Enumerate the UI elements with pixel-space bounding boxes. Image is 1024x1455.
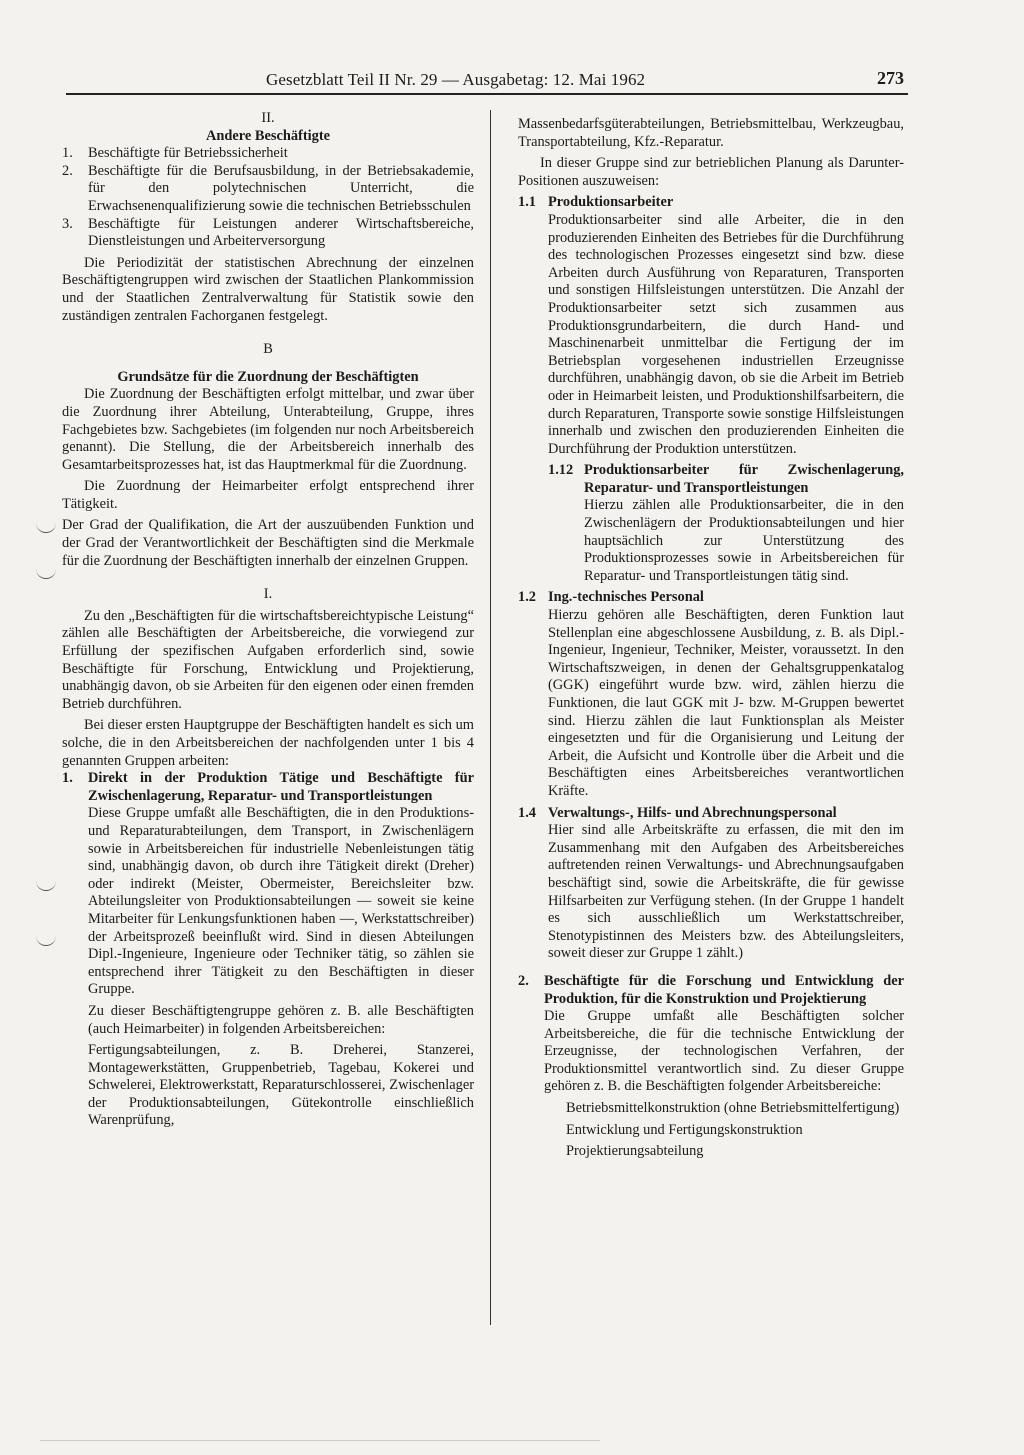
subsection bbox=[518, 589, 904, 800]
section-heading: Grundsätze für die Zuordnung der Beschäftigten bbox=[117, 368, 419, 385]
paragraph: Zu den „Beschäftigten für die wirtschaftsbereichtypische Leistung“ zählen alle Beschäftigten der Arbeitsbereiche, die vorwiegend zur Erfüllung der spezifischen Aufgaben erforderlich sind, sowie Beschäftigte für Forschung, Entwicklung und Projektierung, unabhängig davon, ob sie Arbeiten für den eigenen oder einen fremden Betrieb durchführen. bbox=[62, 607, 474, 712]
paragraph: Die Gruppe umfaßt alle Beschäftigten solcher Arbeitsbereiche, die für die technische Entwicklung der Erzeugnisse, der technologischen Verfahren, der Produktionsmittel verantwortlich sind. Zu dieser Gruppe gehören z. B. die Beschäftigten folgender Arbeitsbereiche: bbox=[544, 1008, 904, 1095]
list-item bbox=[62, 216, 474, 251]
paragraph: Die Zuordnung der Beschäftigten erfolgt mittelbar, und zwar über die Zuordnung ihrer Abteilung, Unterabteilung, Gruppe, ihres Fachgebietes bzw. Sachgebietes (im folgenden nur noch Arbeitsbereich genannt). Die Stellung, die der Arbeitsbereich innerhalb des Gesamtarbeitsprozesses hat, ist das Hauptmerkmal für die Zuordnung. bbox=[62, 386, 474, 473]
list-item bbox=[62, 145, 474, 163]
paragraph: Fertigungsabteilungen, z. B. Dreherei, Stanzerei, Montagewerkstätten, Gruppenbetrieb, Tagebau, Kokerei und Schwelerei, Elektrowerkstatt, Reparaturschlosserei, Zwischenlager der Produktionsabteilungen, Gütekontrolle einschließlich Warenprüfung, bbox=[88, 1042, 474, 1129]
subsection-heading: Produktionsarbeiter für Zwischenlagerung, Reparatur- und Transportleistungen bbox=[584, 462, 904, 496]
section-heading: Andere Beschäftigte bbox=[205, 127, 331, 144]
margin-mark bbox=[36, 568, 56, 579]
paragraph: Hier sind alle Arbeitskräfte zu erfassen, die mit den im Zusammenhang mit den Aufgaben des Arbeitsbereiches auftretenden reinen Verwaltungs- und Abrechnungsaufgaben beschäftigt sind, sowie die Arbeitskräfte, die für gewisse Hilfsarbeiten zur Verfügung stehen. (In der Gruppe 1 handelt es sich ausschließlich um Werkstattschreiber, Stenotypistinnen des Meisters bzw. des Abteilungsleiters, soweit dieser zur Gruppe 1 zählt.) bbox=[548, 822, 904, 962]
subsection-number: 1.4 bbox=[518, 804, 536, 821]
item-number: 1. bbox=[62, 145, 73, 162]
paragraph: Der Grad der Qualifikation, die Art der auszuübenden Funktion und der Grad der Verantwortlichkeit der Beschäftigten sind die Merkmale für die Zuordnung der Beschäftigten innerhalb der einzelnen Gruppen. bbox=[62, 517, 474, 569]
subsection-number: 1.12 bbox=[548, 462, 574, 479]
item-heading: Direkt in der Produktion Tätige und Beschäftigte für Zwischenlagerung, Reparatur- und Transportleistungen bbox=[88, 770, 474, 804]
item-text: Beschäftigte für Leistungen anderer Wirtschaftsbereiche, Dienstleistungen und Arbeiterversorgung bbox=[88, 215, 474, 250]
column-divider bbox=[490, 110, 491, 1325]
list-item bbox=[62, 770, 474, 1130]
section-letter: B bbox=[263, 341, 273, 358]
paragraph: Zu dieser Beschäftigtengruppe gehören z. B. alle Beschäftigten (auch Heimarbeiter) in folgenden Arbeitsbereichen: bbox=[88, 1002, 474, 1037]
list-line: Betriebsmittelkonstruktion (ohne Betriebsmittelfertigung) bbox=[566, 1100, 900, 1117]
subsection bbox=[518, 805, 904, 963]
item-heading: Beschäftigte für die Forschung und Entwicklung der Produktion, für die Konstruktion und Projektierung bbox=[544, 972, 904, 1007]
list-line: Entwicklung und Fertigungskonstruktion bbox=[566, 1121, 803, 1138]
paragraph: Massenbedarfsgüterabteilungen, Betriebsmittelbau, Werkzeugbau, Transportabteilung, Kfz.-Reparatur. bbox=[518, 116, 904, 150]
right-column bbox=[518, 116, 904, 1165]
subsection-number: 1.2 bbox=[518, 589, 536, 606]
item-number: 2. bbox=[518, 972, 529, 989]
paragraph: Hierzu zählen alle Produktionsarbeiter, die in den Zwischenlägern der Produktionsabteilungen und hier hauptsächlich zur Unterstützung des Produktionsprozesses sowie in Arbeitsbereichen für Reparatur- und Transportleistungen tätig sind. bbox=[584, 497, 904, 584]
paragraph: Die Periodizität der statistischen Abrechnung der einzelnen Beschäftigtengruppen wird zwischen der Staatlichen Plankommission und der Staatlichen Zentralverwaltung für Statistik sowie den zuständigen zentralen Fachorganen festgelegt. bbox=[62, 254, 474, 324]
item-text: Beschäftigte für Betriebssicherheit bbox=[88, 145, 288, 162]
paragraph: Bei dieser ersten Hauptgruppe der Beschäftigten handelt es sich um solche, die in den Arbeitsbereichen der nachfolgenden unter 1 bis 4 genannten Gruppen arbeiten: bbox=[62, 717, 474, 769]
subsection bbox=[518, 194, 904, 458]
subsection-heading: Verwaltungs-, Hilfs- und Abrechnungspersonal bbox=[548, 804, 837, 821]
header-title: Gesetzblatt Teil II Nr. 29 — Ausgabetag: 12. Mai 1962 bbox=[266, 70, 646, 89]
scan-edge-line bbox=[40, 1440, 600, 1441]
subsection-heading: Ing.-technisches Personal bbox=[548, 589, 704, 606]
left-column bbox=[62, 110, 474, 1130]
list-item bbox=[62, 163, 474, 216]
subsection-heading: Produktionsarbeiter bbox=[548, 194, 674, 211]
paragraph: Die Zuordnung der Heimarbeiter erfolgt entsprechend ihrer Tätigkeit. bbox=[62, 478, 474, 512]
margin-mark bbox=[36, 880, 56, 891]
section-number: I. bbox=[263, 586, 273, 603]
subsection-number: 1.1 bbox=[518, 194, 536, 211]
item-number: 2. bbox=[62, 162, 73, 179]
margin-mark bbox=[36, 522, 56, 533]
paragraph: In dieser Gruppe sind zur betrieblichen Planung als Darunter-Positionen auszuweisen: bbox=[518, 155, 904, 189]
page-number: 273 bbox=[877, 68, 904, 88]
paragraph: Hierzu gehören alle Beschäftigten, deren Funktion laut Stellenplan eine abgeschlossene Ausbildung, z. B. als Dipl.-Ingenieur, Ingenieur, Techniker, Meister, voraussetzt. In den Wirtschaftszweigen, in denen der Gehaltsgruppenkatalog (GGK) eingeführt wurde bzw. wird, zählen hierzu die Funktionen, die laut GGK mit J- bzw. M-Gruppen bewertet sind. Hierzu zählen die laut Funktionsplan als Meister eingesetzten und für die Organisierung und Leitung der Arbeit, die Aufsicht und Kontrolle über die Arbeit und die Beschäftigten eines Arbeitsbereiches verantwortlichen Kräfte. bbox=[548, 607, 904, 799]
subsection bbox=[518, 462, 904, 585]
area-list bbox=[544, 1100, 904, 1161]
margin-mark bbox=[36, 935, 56, 946]
item-number: 3. bbox=[62, 215, 73, 232]
header-rule bbox=[66, 93, 908, 95]
section-number: II. bbox=[261, 110, 275, 126]
item-number: 1. bbox=[62, 770, 73, 787]
item-text: Beschäftigte für die Berufsausbildung, in der Betriebsakademie, für den polytechnischen Unterricht, die Erwachsenenqualifizierung sowie die technischen Betriebsschulen bbox=[88, 162, 474, 214]
page-header bbox=[68, 66, 908, 94]
list-item bbox=[518, 973, 904, 1161]
paragraph: Diese Gruppe umfaßt alle Beschäftigten, die in den Produktions- und Reparaturabteilungen, dem Transport, in Zwischenlägern sowie in Arbeitsbereichen für industrielle Nebenleistungen tätig sind, unabhängig davon, ob durch ihre Tätigkeit direkt (Dreher) oder indirekt (Meister, Obermeister, Bereichsleiter bzw. Abteilungsleiter von Produktionsabteilungen — soweit sie keine Mitarbeiter für Lenkungsfunktionen haben —, Werkstattschreiber) der Arbeitsprozeß beeinflußt wird. Sind in diesen Abteilungen Dipl.-Ingenieure, Ingenieure oder Techniker tätig, so zählen sie entsprechend ihrer Tätigkeit zu den Beschäftigten in dieser Gruppe. bbox=[88, 805, 474, 998]
paragraph: Produktionsarbeiter sind alle Arbeiter, die in den produzierenden Einheiten des Betriebes für die Durchführung des technologischen Prozesses eingesetzt sind bzw. diese Arbeiten durch Ausführung von Reparaturen, Transporten und sonstigen Hilfsleistungen unterstützen. Die Anzahl der Produktionsarbeiter setzt sich zusammen aus Produktionsgrundarbeitern, die durch Hand- und Maschinenarbeit unmittelbar die Fertigung der im Betriebsplan vorgesehenen industriellen Erzeugnisse durchführen, unabhängig davon, ob sie die Arbeit im Betrieb oder in Heimarbeit leisten, und Produktionshilfsarbeitern, die durch Reparaturen, Transporte sowie sonstige Hilfsleistungen innerhalb und zwischen den produzierenden Einheiten die Durchführung der Produktion unterstützen. bbox=[548, 211, 904, 457]
list-line: Projektierungsabteilung bbox=[566, 1143, 704, 1160]
